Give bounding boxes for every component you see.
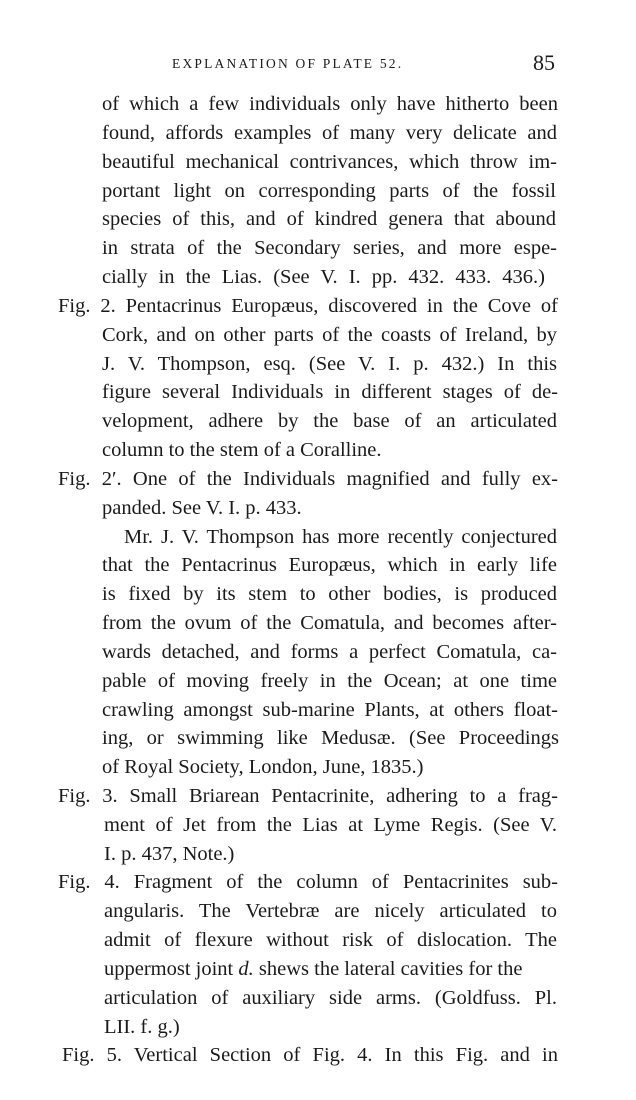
text-line: I. p. 437, Note.) bbox=[104, 843, 235, 865]
text-line: ment of Jet from the Lias at Lyme Regis. (See V. bbox=[104, 814, 557, 836]
text-line: Fig. 5. Vertical Section of Fig. 4. In this Fig. and in bbox=[62, 1044, 558, 1066]
text-line: articulation of auxiliary side arms. (Goldfuss. Pl. bbox=[104, 987, 557, 1009]
text-line: species of this, and of kindred genera that abound bbox=[102, 208, 556, 230]
text-line bbox=[104, 954, 557, 984]
text-line: angularis. The Vertebræ are nicely articulated to bbox=[104, 900, 557, 922]
text-line: column to the stem of a Coralline. bbox=[102, 439, 382, 461]
running-head: EXPLANATION OF PLATE 52. bbox=[172, 56, 404, 71]
text-line: wards detached, and forms a perfect Comatula, ca- bbox=[102, 641, 557, 663]
text-line: Fig. 2. Pentacrinus Europæus, discovered in the Cove of bbox=[58, 295, 558, 317]
text-line: of which a few individuals only have hitherto been bbox=[102, 93, 558, 115]
text-line: ing, or swimming like Medusæ. (See Proceedings bbox=[102, 727, 559, 749]
page-number: 85 bbox=[533, 50, 555, 75]
text-line: figure several Individuals in different stages of de- bbox=[102, 381, 558, 403]
text-line: Mr. J. V. Thompson has more recently conjectured bbox=[124, 526, 557, 548]
text-line: found, affords examples of many very delicate and bbox=[102, 122, 557, 144]
text-line: LII. f. g.) bbox=[104, 1016, 180, 1038]
text-line: from the ovum of the Comatula, and becomes after- bbox=[102, 612, 557, 634]
text-line: panded. See V. I. p. 433. bbox=[102, 497, 302, 519]
text-line: velopment, adhere by the base of an articulated bbox=[102, 410, 557, 432]
text-line: Fig. 4. Fragment of the column of Pentacrinites sub- bbox=[58, 871, 558, 893]
figure-letter-label: d. bbox=[238, 958, 254, 980]
text-line: admit of flexure without risk of dislocation. The bbox=[104, 929, 557, 951]
text-line: Fig. 2′. One of the Individuals magnified and fully ex- bbox=[58, 468, 558, 490]
text-line: portant light on corresponding parts of the fossil bbox=[102, 180, 556, 202]
text-line: beautiful mechanical contrivances, which throw im- bbox=[102, 151, 557, 173]
text-line: pable of moving freely in the Ocean; at one time bbox=[102, 670, 557, 692]
text-line: that the Pentacrinus Europæus, which in early life bbox=[102, 554, 557, 576]
text-line: J. V. Thompson, esq. (See V. I. p. 432.) In this bbox=[102, 353, 557, 375]
text-line: Cork, and on other parts of the coasts of Ireland, by bbox=[102, 324, 557, 346]
text-line-part: shews the lateral cavities for the bbox=[258, 958, 523, 980]
text-line: crawling amongst sub-marine Plants, at others float- bbox=[102, 699, 558, 721]
text-line: of Royal Society, London, June, 1835.) bbox=[102, 756, 424, 778]
page-header bbox=[0, 50, 636, 80]
text-line-part: uppermost joint bbox=[104, 958, 234, 980]
text-line: cially in the Lias. (See V. I. pp. 432. 433. 436.) bbox=[102, 266, 545, 288]
text-line: is fixed by its stem to other bodies, is produced bbox=[102, 583, 557, 605]
text-line: Fig. 3. Small Briarean Pentacrinite, adhering to a frag- bbox=[58, 785, 558, 807]
text-line: in strata of the Secondary series, and more espe- bbox=[102, 237, 557, 259]
